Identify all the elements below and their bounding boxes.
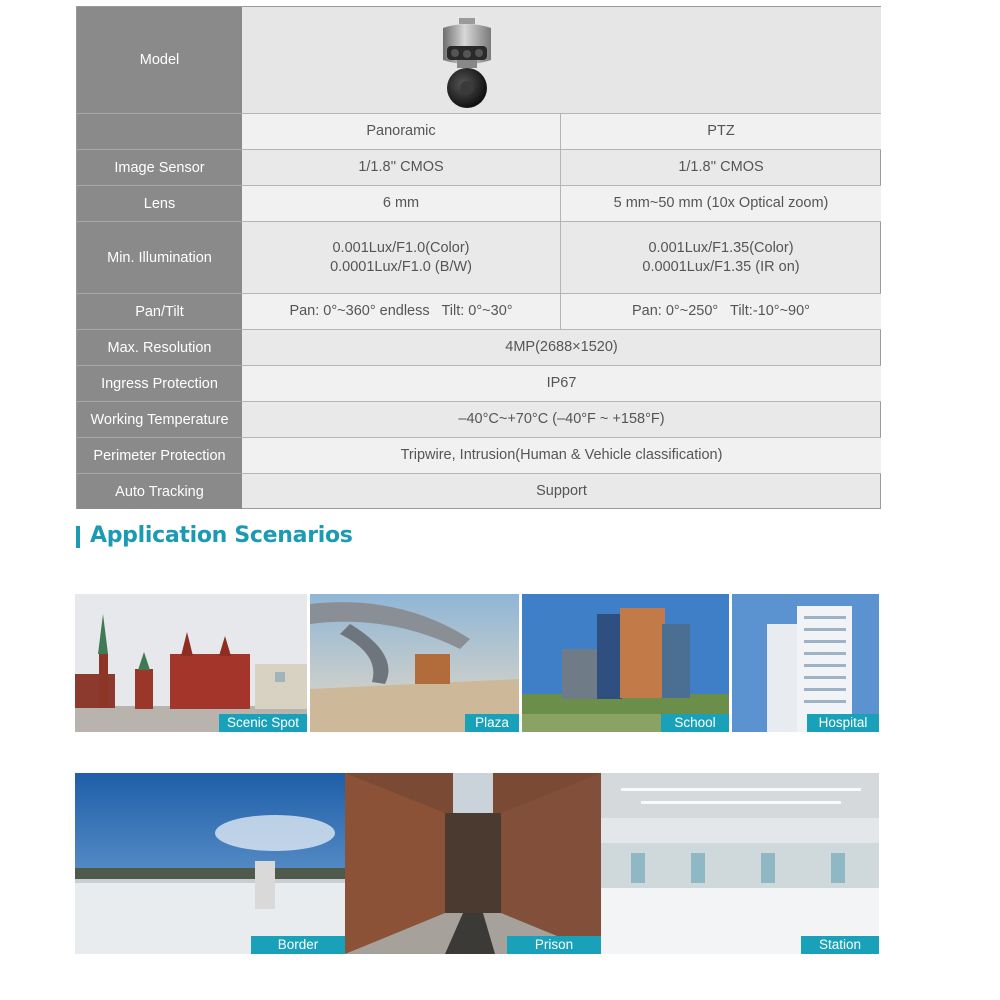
auto-tracking-label: Auto Tracking [77,474,242,509]
scenario-label-hospital: Hospital [807,714,879,732]
column-header-blank [77,114,242,150]
ingress-protection-label: Ingress Protection [77,366,242,402]
image-sensor-ptz: 1/1.8'' CMOS [561,150,881,186]
hospital-image [732,594,879,732]
image-sensor-panoramic: 1/1.8'' CMOS [242,150,561,186]
min-illumination-ptz-ir: 0.0001Lux/F1.35 (IR on) [642,258,800,275]
scenario-label-border: Border [251,936,345,954]
perimeter-protection-label: Perimeter Protection [77,438,242,474]
min-illumination-panoramic-bw: 0.0001Lux/F1.0 (B/W) [330,258,472,275]
model-image-cell [242,7,881,114]
scenario-label-station: Station [801,936,879,954]
scenario-label-school: School [661,714,729,732]
model-label: Model [77,7,242,114]
lens-panoramic: 6 mm [242,186,561,222]
pan-tilt-ptz: Pan: 0°~250° Tilt:-10°~90° [561,294,881,330]
pan-tilt-label: Pan/Tilt [77,294,242,330]
spec-table [76,6,881,509]
working-temperature-label: Working Temperature [77,402,242,438]
column-header-ptz: PTZ [561,114,881,150]
working-temperature-value: –40°C~+70°C (–40°F ~ +158°F) [242,402,881,438]
scenario-label-plaza: Plaza [465,714,519,732]
perimeter-protection-value: Tripwire, Intrusion(Human & Vehicle classification) [242,438,881,474]
min-illumination-panoramic-color: 0.001Lux/F1.0(Color) [332,240,470,257]
max-resolution-value: 4MP(2688×1520) [242,330,881,366]
camera-image [437,18,497,113]
min-illumination-ptz-color: 0.001Lux/F1.35(Color) [648,240,794,257]
station-image [601,773,879,954]
border-image [75,773,345,954]
scenario-tile-border [75,773,345,954]
scenario-tile-plaza [310,594,519,732]
lens-label: Lens [77,186,242,222]
school-image [522,594,729,732]
scenario-tile-scenic-spot [75,594,307,732]
scenic-spot-image [75,594,307,732]
prison-image [345,773,601,954]
section-accent-bar [76,526,80,548]
image-sensor-label: Image Sensor [77,150,242,186]
min-illumination-ptz [561,222,881,294]
max-resolution-label: Max. Resolution [77,330,242,366]
section-title: Application Scenarios [90,523,353,548]
scenario-tile-school [522,594,729,732]
pan-tilt-panoramic: Pan: 0°~360° endless Tilt: 0°~30° [242,294,561,330]
plaza-image [310,594,519,732]
scenario-label-prison: Prison [507,936,601,954]
min-illumination-label: Min. Illumination [77,222,242,294]
lens-ptz: 5 mm~50 mm (10x Optical zoom) [561,186,881,222]
scenario-tile-station [601,773,879,954]
scenario-label-scenic-spot: Scenic Spot [219,714,307,732]
min-illumination-panoramic [242,222,561,294]
scenario-tile-hospital [732,594,879,732]
auto-tracking-value: Support [536,483,587,500]
scenario-tile-prison [345,773,601,954]
column-header-panoramic: Panoramic [242,114,561,150]
ingress-protection-value: IP67 [242,366,881,402]
